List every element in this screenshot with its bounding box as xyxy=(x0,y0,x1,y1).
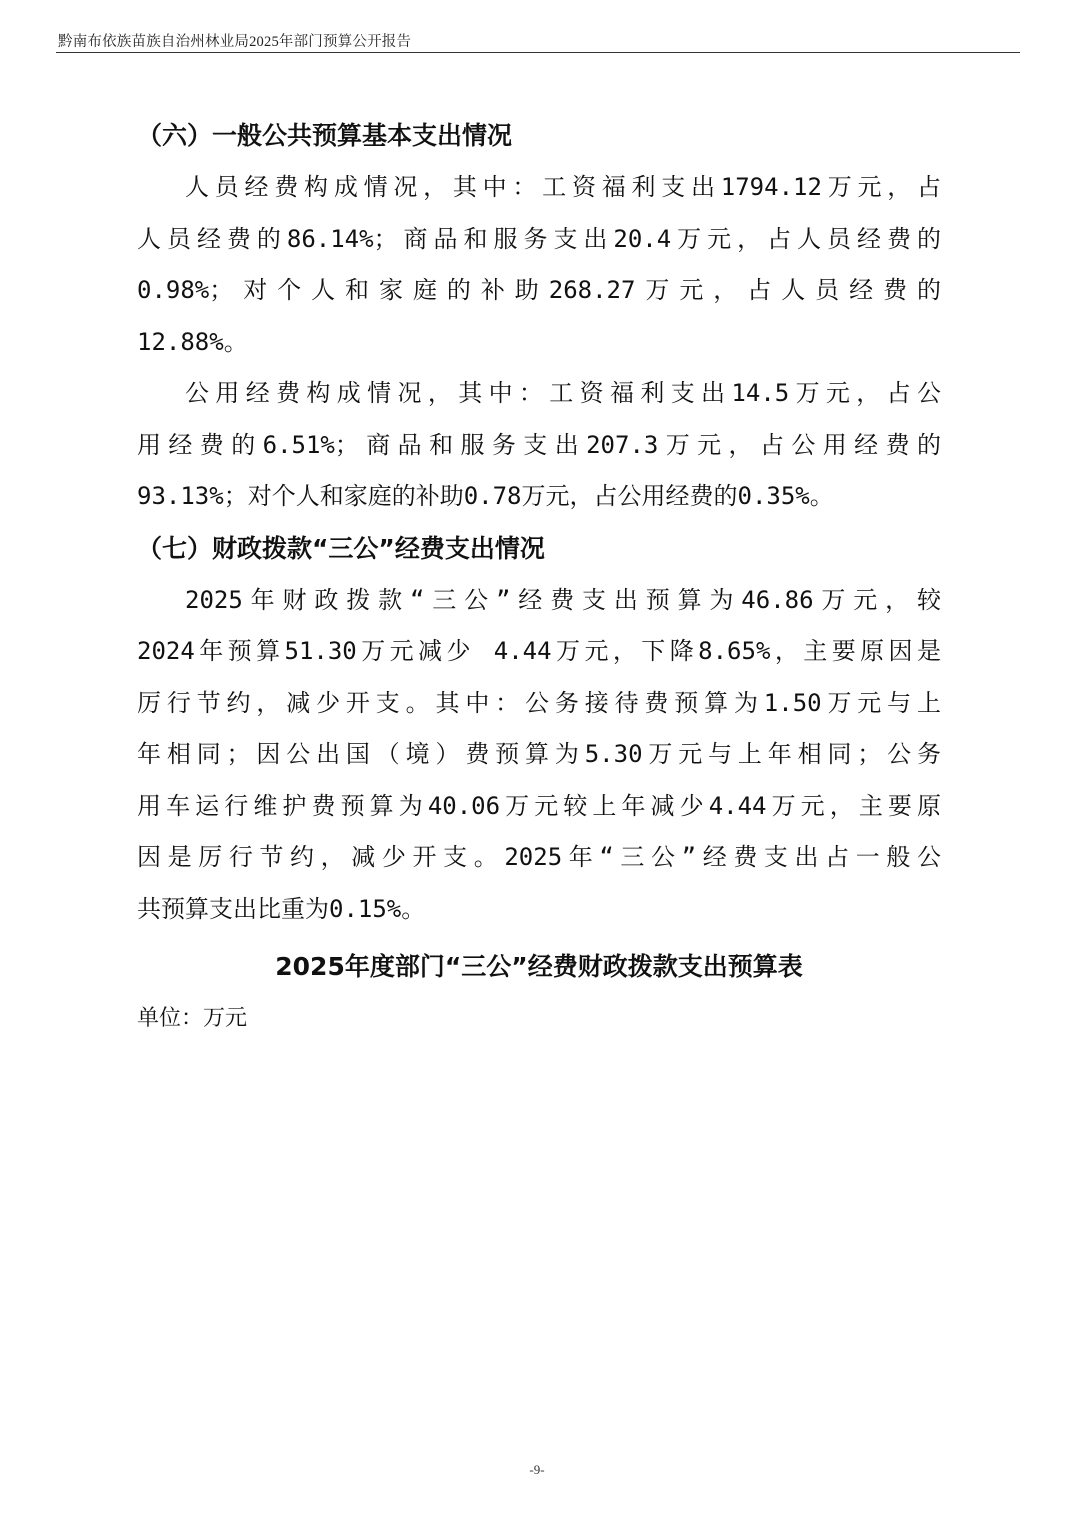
table-title: 2025年度部门“三公”经费财政拨款支出预算表 xyxy=(275,952,803,981)
page-number: -9- xyxy=(529,1462,545,1477)
paragraph-line: 公用经费构成情况，其中：工资福利支出14.5万元，占公 xyxy=(185,379,941,407)
document-body xyxy=(137,110,941,1043)
paragraph-three-public-expenses xyxy=(137,575,941,936)
unit-label: 单位：万元 xyxy=(137,1006,248,1031)
running-header: 黔南布依族苗族自治州林业局2025年部门预算公开报告 xyxy=(58,34,412,50)
paragraph-line: 厉行节约，减少开支。其中：公务接待费预算为1.50万元与上 xyxy=(137,688,941,717)
paragraph-public-costs xyxy=(137,368,941,523)
paragraph-line: 共预算支出比重为0.15%。 xyxy=(137,894,426,923)
paragraph-line: 用经费的6.51%；商品和服务支出207.3万元，占公用经费的 xyxy=(137,430,941,459)
paragraph-line: 2024年预算51.30万元减少 4.44万元，下降8.65%，主要原因是 xyxy=(137,637,941,665)
paragraph-line: 因是厉行节约，减少开支。2025年“三公”经费支出占一般公 xyxy=(137,843,941,871)
header-rule xyxy=(56,52,1020,53)
section-heading-7: （七）财政拨款“三公”经费支出情况 xyxy=(137,533,545,563)
paragraph-line: 12.88%。 xyxy=(137,327,248,356)
paragraph-line: 0.98%；对个人和家庭的补助268.27万元，占人员经费的 xyxy=(137,276,941,304)
section-heading-6: （六）一般公共预算基本支出情况 xyxy=(137,121,513,150)
paragraph-line: 人员经费的86.14%；商品和服务支出20.4万元，占人员经费的 xyxy=(137,224,941,253)
paragraph-line: 人员经费构成情况，其中：工资福利支出1794.12万元，占 xyxy=(185,173,941,201)
paragraph-personnel-costs xyxy=(137,162,941,368)
paragraph-line: 2025年财政拨款“三公”经费支出预算为46.86万元，较 xyxy=(185,585,941,614)
paragraph-line: 93.13%；对个人和家庭的补助0.78万元，占公用经费的0.35%。 xyxy=(137,482,834,510)
paragraph-line: 用车运行维护费预算为40.06万元较上年减少4.44万元，主要原 xyxy=(137,791,941,820)
paragraph-line: 年相同；因公出国（境）费预算为5.30万元与上年相同；公务 xyxy=(137,740,941,768)
